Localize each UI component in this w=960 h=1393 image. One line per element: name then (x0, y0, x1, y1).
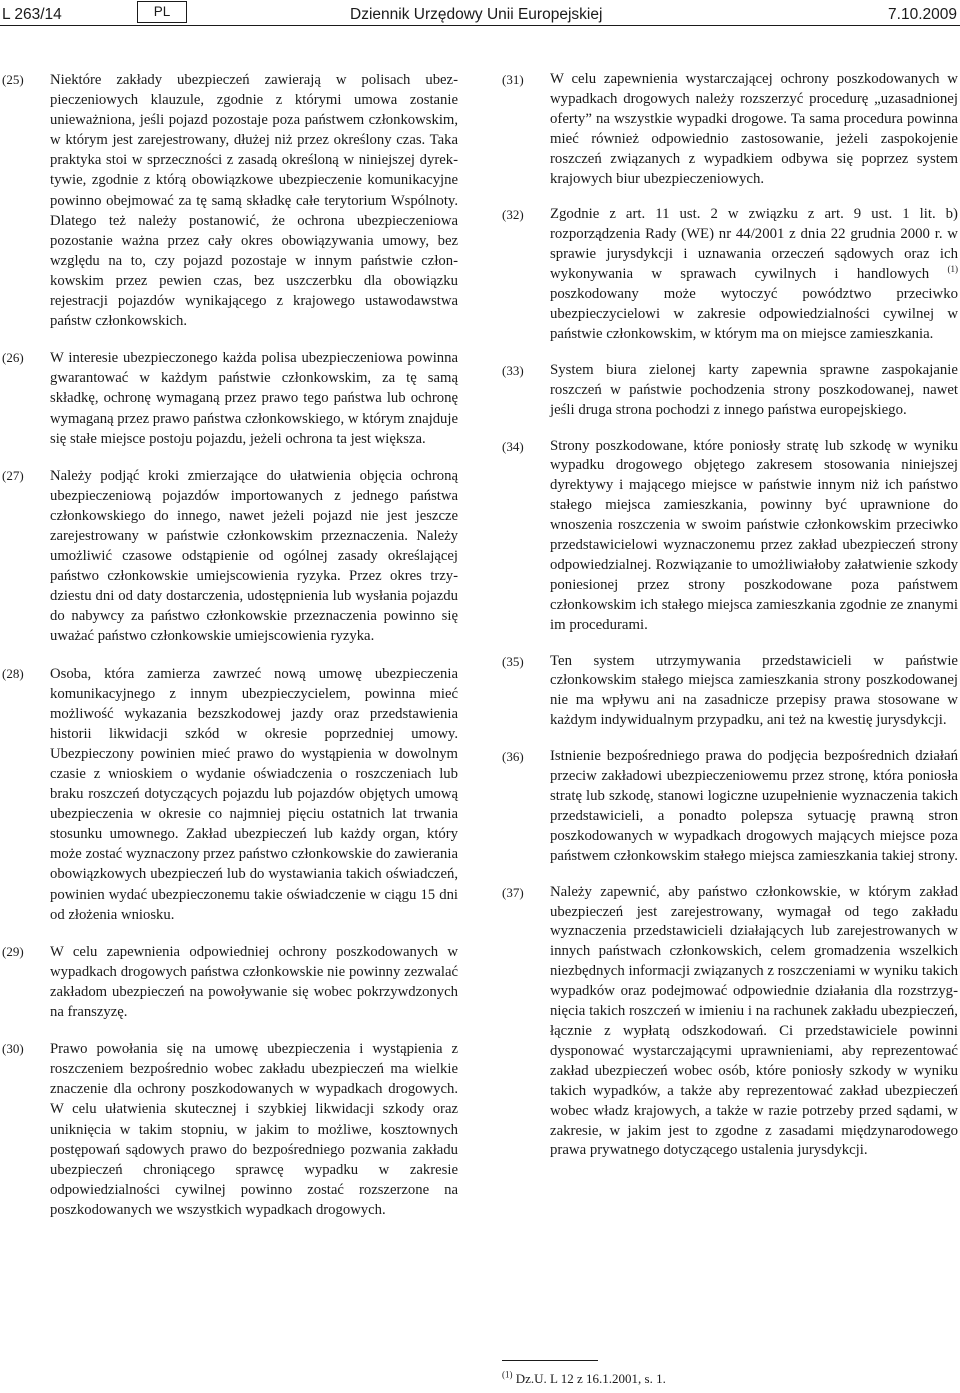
footnote (502, 1371, 666, 1387)
recital-text: Należy podjąć kroki zmierzające do ułatwienia objęcia ochroną ubezpieczeniową pojazdów importowanych z jednego państwa członkowskiego do innego, nawet jeżeli pojazd nie jest jeszcze zarejestrowany w państwie członkowskim przeznaczenia. Należy umożliwić czasowe odstąpienie od ogólnej zasady określającej państwo członkowskie umiejscowienia ryzyka. Przez okres trzydziestu dni od daty dostarczenia, udostępnienia lub wysłania pojazdu do nabywcy za państwo członkowskie przeznaczenia powinno się uważać państwo członkowskie umiejscowienia ryzyka. (50, 467, 458, 645)
recital-number: (34) (502, 438, 524, 454)
recital-number: (29) (2, 943, 24, 959)
recital-number: (33) (502, 362, 524, 378)
recital-text: W celu zapewnienia odpowiedniej ochrony poszkodowanych w wypadkach drogowych państwa członkowskie nie powinny zezwalać zakładom ubezpieczeń na powoływanie się wobec pokrzywdzonych na franszyzę. (50, 943, 458, 1021)
recital (2, 942, 458, 1022)
recital (502, 747, 958, 866)
recital-number: (32) (502, 207, 524, 223)
recital-text: Strony poszkodowane, które poniosły stratę lub szkodę w wyniku wypadku drogowego objętego zakresem stosowania niniejszej dyrektywy i mającego miejsce w państwie innym niż ich państwo stałego miejsca zamieszkania, powinny być uprawnione do wnoszenia roszczenia w swoim państwie członkowskim przeciwko przedstawicielowi wyznaczonemu przez zakład ubezpieczeń strony odpowiedzialnej. Rozwiązanie to umożliwiałoby załatwienie szkody poniesionej przez strony poszkodowane poza państwem członkowskim ich stałego miejsca zamieszkania zgodnie ze znanymi im procedurami. (550, 437, 958, 633)
recital-number: (30) (2, 1041, 24, 1057)
recital (502, 652, 958, 732)
footnote-rule (502, 1360, 598, 1361)
recital-text: Prawo powołania się na umowę ubezpieczenia i wystąpienia z roszczeniem bezpośrednio wobec zakładu ubezpieczeń ma wielkie znaczenie dla ochrony poszkodowanych w wypadkach drogowych. W celu ułatwienia skutecznej i szybkiej likwidacji szkody oraz uniknięcia w takim stopniu, w jakim to możliwe, kosztownych postępowań sądowych prawo do bezpośredniego pozwania zakładu ubezpieczeń chroniącego sprawcę wypadku w zakresie odpowiedzialności cywilnej powinno zostać rozszerzone na poszkodowanych we wszystkich wypadkach drogowych. (50, 1041, 458, 1218)
recital-text (550, 205, 958, 344)
footnote-text: Dz.U. L 12 z 16.1.2001, s. 1. (515, 1371, 666, 1386)
recital-number: (37) (502, 884, 524, 900)
recital-number: (36) (502, 749, 524, 765)
recital-number: (26) (2, 350, 24, 366)
recital-text: Osoba, która zamierza zawrzeć nową umowę ubezpieczenia komunikacyjnego z innym ubezpieczycielem, powinna mieć możliwość wykazania bezszkodowej jazdy oraz przedstawienia historii likwidacji szkód w okresie poprzedniej umowy. Ubezpieczony powinien mieć prawo do wystąpienia w dowolnym czasie z wnioskiem o wydanie oświadczenia o roszczeniach lub braku roszczeń dotyczących pojazdu lub pojazdów objętych umową ubezpieczenia w okresie co najmniej pięciu ostatnich lat trwania stosunku umownego. Zakład ubezpieczeń lub każdy organ, który może zostać wyznaczony przez państwo członkowskie do zawierania obowiązkowych ubezpieczeń lub do wystawiania takich oświadczeń, powinien wydać ubezpieczonemu takie oświadczenie w ciągu 15 dni od złożenia wniosku. (50, 665, 458, 923)
right-column (502, 70, 958, 1161)
recital-text: W interesie ubezpieczonego każda polisa ubezpieczeniowa powinna gwarantować w każdym państwie członkowskim, za tę samą składkę, ochronę wymaganą przez prawo tego państwa lub ochronę wymaganą przez prawo państwa członkowskiego, w którym znajduje się stałe miejsce postoju pojazdu, jeżeli ochrona ta jest większa. (50, 350, 458, 447)
recital-text: W celu zapewnienia wystarczającej ochrony poszkodowanych w wypadkach drogowych należy rozszerzyć procedurę „uzasadnionej oferty” na wszystkie wypadki drogowe. Ta sama procedura powinna mieć również odpowiednio zastosowanie, jeżeli zaspokojenie roszczeń związanych z wypadkiem odbywa się poprzez system krajowych biur ubezpieczeniowych. (550, 71, 958, 187)
left-column (2, 70, 458, 1220)
header-rule (0, 25, 960, 26)
recital-number: (27) (2, 467, 24, 483)
page-number: L 263/14 (2, 6, 62, 23)
recital-text: Należy zapewnić, aby państwo członkowskie, w którym zakład ubezpieczeń jest zarejestrowany, wymagał od tego zakładu wyznaczenia przedstawicieli działających lub zarejestrowanych w innych państwach członkowskich, celem gromadzenia wszelkich niezbędnych informacji związanych z roszczeniami w wyniku takich wypadków oraz podejmować odpowiednie działania dla rozstrzygnięcia takich roszczeń w imieniu i na rachunek zakładu ubezpieczeń, łącznie z wypłatą odszkodowań. Ci przedstawiciele powinni dysponować wystarczającymi uprawnieniami, aby reprezentować zakład ubezpieczeń wobec osób, które poniosły szkody w wyniku takich wypadków, a także aby reprezentować zakład ubezpieczeń wobec władz krajowych, a także w razie potrzeby przed sądami, w zakresie, w jakim jest to zgodne z zasadami międzynarodowego prawa prywatnego dotyczącego ustalenia jurysdykcji. (550, 883, 958, 1159)
footnote-reference[interactable]: (1) (947, 264, 958, 275)
recital-number: (31) (502, 72, 524, 87)
recital-number: (28) (2, 665, 24, 681)
recital-text: Ten system utrzymywania przedstawicieli w państwie członkowskim stałego miejsca zamieszkania strony poszkodowanej nie ma wpływu ani na zasadnicze przepisy prawa stosowane w każdym indywidualnym przypadku, ani też na kwestię jurysdykcji. (550, 652, 958, 729)
recital-text-part: Zgodnie z art. 11 ust. 2 w związku z art. 9 ust. 1 lit. b) rozporządzenia Rady (WE) nr 44/2001 z dnia 22 grudnia 2000 r. w sprawie jurysdykcji i uznawania orzeczeń sądowych oraz ich wykonywania w sprawach cywilnych i handlowych (550, 206, 958, 283)
recital-number: (25) (2, 72, 24, 87)
footnote-marker: (1) (502, 1369, 513, 1380)
recital (2, 664, 458, 925)
recital (2, 348, 458, 448)
recital (2, 1039, 458, 1220)
recital-text: Istnienie bezpośredniego prawa do podjęcia bezpośrednich działań przeciw zakładowi ubezpieczeniowemu przez stronę, która poniosła stratę lub szkodę, stanowi logiczne uzupełnienie wyznaczenia takich przedstawicieli, a ponadto polepsza sytuację prawną stron poszkodowanych w wypadkach drogowych mających miejsce poza państwem członkowskim stałego miejsca zamieszkania takiej strony. (550, 748, 958, 864)
journal-title: Dziennik Urzędowy Unii Europejskiej (350, 6, 603, 23)
recital (502, 883, 958, 1162)
issue-date: 7.10.2009 (888, 6, 957, 23)
recital (2, 70, 458, 331)
recital (502, 437, 958, 636)
recital (502, 205, 958, 344)
recital-number: (35) (502, 653, 524, 669)
recital-text: Niektóre zakłady ubezpieczeń zawierają w polisach ubezpieczeniowych klauzule, zgodnie z którymi umowa zostanie unieważniona, jeśli pojazd pozostaje poza państwem członkowskim, w którym jest zarejestrowany, dłużej niż przez określony czas. Taka praktyka stoi w sprzeczności z zasadą określoną w niniejszej dyrektywie, zgodnie z którą obowiązkowe ubezpieczenie komunikacyjne powinno obejmować za tę samą składkę całe terytorium Wspólnoty. Dlatego też należy postanowić, że ochrona ubezpieczeniowa pozostanie ważna przez cały okres obowiązywania umowy, bez względu na to, czy pojazd pozostaje w innym państwie członkowskim przez pewien czas, bez uszczerbku dla obowiązku rejestracji pojazdów wynikającego z krajowego ustawodawstwa państw członkowskich. (50, 72, 458, 330)
recital (502, 361, 958, 421)
page-header (0, 0, 960, 26)
recital-text-part: poszkodowany może wytoczyć powództwo przeciwko ubezpieczycielowi w zakresie odpowiedzialności cywilnej w państwie członkowskim, w którym ma on miejsce zamieszkania. (550, 286, 958, 342)
recital (2, 466, 458, 647)
language-badge: PL (137, 1, 187, 23)
recital (502, 70, 958, 189)
recital-text: System biura zielonej karty zapewnia sprawne zaspokajanie roszczeń w państwie pochodzenia strony poszkodowanej, nawet jeśli druga strona pochodzi z innego państwa europejskiego. (550, 361, 958, 418)
